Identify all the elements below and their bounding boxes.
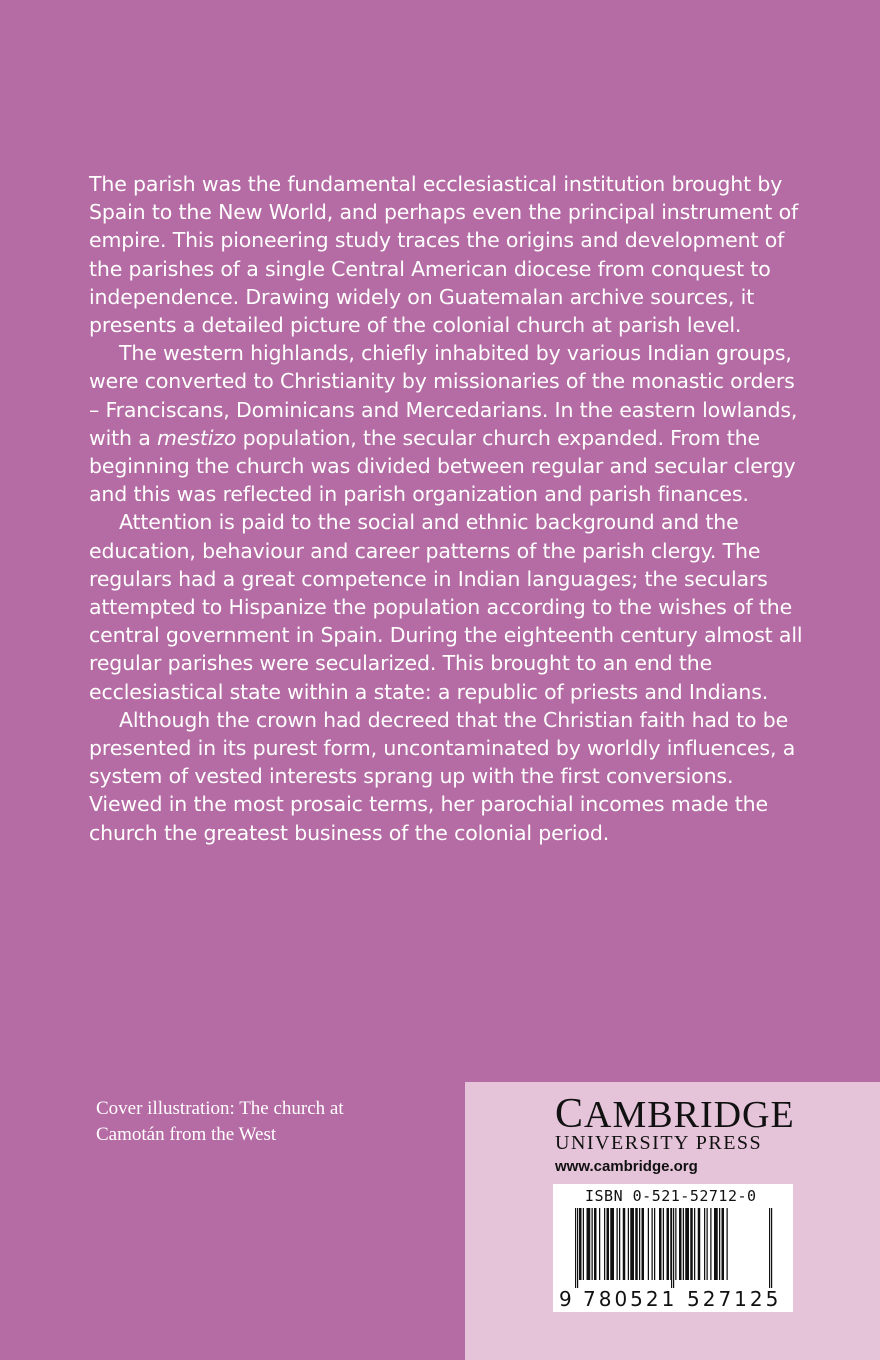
barcode-guard-bar (671, 1208, 672, 1288)
publisher-name-rest: AMBRIDGE (584, 1094, 795, 1136)
barcode-bar (604, 1208, 605, 1280)
barcode-bar (587, 1208, 591, 1280)
isbn-text: ISBN 0-521-52712-0 (585, 1187, 757, 1205)
barcode-bar (685, 1208, 689, 1280)
blurb-paragraph-4: Although the crown had decreed that the Christian faith had to be presented in its purest form, uncontaminated by worldly influences, a system of vested interests sprang up with the first conversions. Viewed in the most prosaic terms, her parochial incomes made the church the greatest business of the colonial period. (89, 707, 796, 845)
barcode-bar (704, 1208, 705, 1280)
barcode-bar (652, 1208, 653, 1280)
barcode-bar (642, 1208, 645, 1280)
barcode-bar (690, 1208, 693, 1280)
barcode-bar (599, 1208, 600, 1280)
publisher-url: www.cambridge.org (555, 1158, 698, 1175)
blurb-italic-term: mestizo (157, 425, 237, 450)
barcode-bar (679, 1208, 682, 1280)
blurb-paragraph-3: Attention is paid to the social and ethnic background and the education, behaviour and career patterns of the parish clergy. The regulars had a great competence in Indian languages; the seculars attempted to Hispanize the population according to the wishes of the central government in Spain. During the eighteenth century almost all regular parishes were secularized. This brought to an end the ecclesiastical state within a state: a republic of priests and Indians. (89, 510, 803, 704)
barcode-guard-bar (575, 1208, 576, 1288)
barcode-guard-bar (577, 1208, 578, 1288)
barcode-bar (579, 1208, 582, 1280)
barcode-bar (610, 1208, 614, 1280)
barcode-bar (710, 1208, 711, 1280)
barcode-bar (722, 1208, 725, 1280)
blurb-paragraph-2-end: population, the secular church expanded. From the beginning the church was divided between regular and secular clergy and this was reflected in parish organization and parish finances. (89, 425, 796, 507)
barcode-bar (583, 1208, 584, 1280)
publisher-panel (465, 1082, 880, 1360)
barcode-bar (714, 1208, 718, 1280)
barcode-bar (683, 1208, 684, 1280)
barcode-bar (630, 1208, 634, 1280)
ean-digits-left: 780521 (583, 1287, 678, 1311)
barcode-bar (659, 1208, 662, 1280)
barcode-bar (663, 1208, 664, 1280)
ean-digits-right: 527125 (687, 1287, 782, 1311)
barcode-bar (623, 1208, 626, 1280)
barcode-bar (707, 1208, 708, 1280)
barcode-guard-bar (769, 1208, 770, 1288)
barcode-bar (619, 1208, 620, 1280)
blurb-paragraph-1: The parish was the fundamental ecclesiastical institution brought by Spain to the New World, and perhaps even the principal instrument of empire. This pioneering study traces the origins and development of the parishes of a single Central American diocese from conquest to independence. Drawing widely on Guatemalan archive sources, it presents a detailed picture of the colonial church at parish level. (89, 172, 799, 338)
barcode-bar (698, 1208, 701, 1280)
ean-digit-first: 9 (559, 1287, 572, 1311)
barcode-bar (607, 1208, 610, 1280)
barcode-bar (635, 1208, 638, 1280)
barcode-guard-bar (771, 1208, 772, 1288)
publisher-name-initial: C (555, 1091, 585, 1137)
back-cover-blurb (89, 170, 809, 847)
barcode-bar (639, 1208, 640, 1280)
barcode-bar (592, 1208, 593, 1280)
barcode-guard-bar (673, 1208, 674, 1288)
barcode-bar (694, 1208, 695, 1280)
barcode-bar (594, 1208, 597, 1280)
blurb-paragraph-2 (89, 339, 809, 508)
barcode-bar (617, 1208, 618, 1280)
barcode-bars (553, 1208, 793, 1288)
caption-line-1: Cover illustration: The church at (96, 1098, 344, 1119)
publisher-name (555, 1091, 795, 1137)
barcode-label (553, 1184, 793, 1312)
barcode-bar (675, 1208, 676, 1280)
barcode-bar (719, 1208, 720, 1280)
caption-line-2: Camotán from the West (96, 1124, 277, 1145)
barcode-bar (628, 1208, 629, 1280)
barcode-bar (648, 1208, 649, 1280)
barcode-bar (667, 1208, 670, 1280)
publisher-subtitle: UNIVERSITY PRESS (555, 1132, 763, 1154)
blurb-paragraph-2-start: The western highlands, chiefly inhabited by various Indian groups, were converted to Christianity by missionaries of the monastic orders – Franciscans, Dominicans and Mercedarians. In the eastern lowlands, with a (89, 341, 798, 450)
barcode-bar (654, 1208, 655, 1280)
barcode-bar (727, 1208, 728, 1280)
cover-illustration-caption (96, 1096, 416, 1148)
